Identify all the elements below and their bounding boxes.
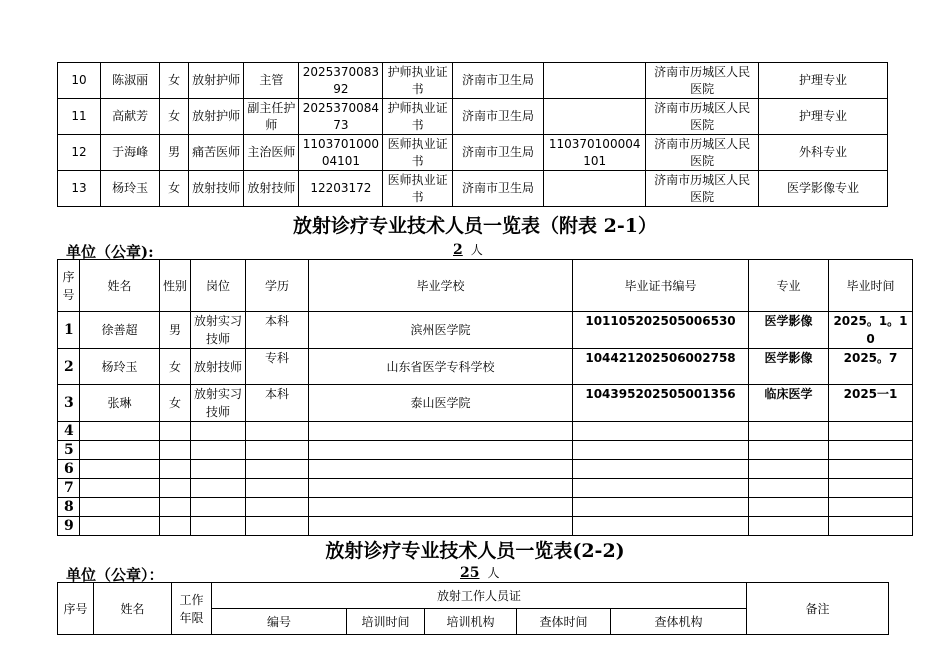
section-2-2-count: [452, 564, 500, 581]
cell-no: 8: [58, 498, 80, 517]
cell-empty: [160, 517, 191, 536]
cell-sex: 女: [160, 63, 189, 99]
cell-empty: [829, 517, 913, 536]
table-row: [58, 441, 913, 460]
cell-license: [544, 63, 646, 99]
section-2-1-count: [445, 241, 483, 258]
staff-table-2-1-body: [58, 312, 913, 536]
cell-empty: [749, 517, 829, 536]
cell-code: 12203172: [299, 171, 383, 207]
cell-empty: [160, 498, 191, 517]
cell-empty: [246, 498, 309, 517]
section-2-2-count-value: 25: [460, 565, 480, 581]
cell-sex: 男: [160, 312, 191, 349]
cell-name: 张琳: [80, 385, 160, 422]
cell-post: 放射实习技师: [191, 312, 246, 349]
header-years: 工作年限: [172, 583, 212, 635]
table-row: [58, 312, 913, 349]
cell-name: 杨玲玉: [80, 349, 160, 385]
cell-empty: [749, 422, 829, 441]
cell-empty: [191, 460, 246, 479]
cell-empty: [309, 479, 573, 498]
cell-education: 本科: [246, 385, 309, 422]
cell-major: 护理专业: [758, 99, 887, 135]
cell-name: 陈淑丽: [100, 63, 159, 99]
cell-sex: 女: [160, 349, 191, 385]
cell-no: 11: [58, 99, 101, 135]
cell-no: 7: [58, 479, 80, 498]
cell-no: 5: [58, 441, 80, 460]
cell-empty: [191, 422, 246, 441]
cell-major: 医学影像专业: [758, 171, 887, 207]
cell-empty: [246, 422, 309, 441]
cell-empty: [80, 479, 160, 498]
cell-major: 医学影像: [749, 312, 829, 349]
table-row: [58, 498, 913, 517]
cell-education: 本科: [246, 312, 309, 349]
cell-empty: [829, 422, 913, 441]
cell-grad-date: 2025。7: [829, 349, 913, 385]
cell-empty: [80, 422, 160, 441]
cell-major: 护理专业: [758, 63, 887, 99]
cell-empty: [80, 517, 160, 536]
cell-major: 临床医学: [749, 385, 829, 422]
header-major: 专业: [749, 260, 829, 312]
cell-name: 高献芳: [100, 99, 159, 135]
cell-empty: [573, 422, 749, 441]
cell-post: 放射护师: [188, 99, 243, 135]
header-no: 序号: [58, 583, 94, 635]
cell-empty: [309, 517, 573, 536]
table-row: [58, 460, 913, 479]
staff-table-top: [57, 62, 888, 207]
cell-empty: [573, 517, 749, 536]
cell-empty: [191, 479, 246, 498]
cell-empty: [749, 460, 829, 479]
cell-cert: 护师执业证书: [383, 99, 453, 135]
cell-empty: [573, 498, 749, 517]
cell-unit: 济南市历城区人民医院: [646, 135, 759, 171]
cell-unit: 济南市历城区人民医院: [646, 171, 759, 207]
staff-table-2-1: [57, 259, 913, 536]
cell-no: 6: [58, 460, 80, 479]
cell-empty: [573, 479, 749, 498]
cell-issuer: 济南市卫生局: [452, 63, 543, 99]
staff-table-2-2: [57, 582, 889, 635]
cell-name: 徐善超: [80, 312, 160, 349]
cell-no: 13: [58, 171, 101, 207]
header-grad-date: 毕业时间: [829, 260, 913, 312]
cell-empty: [749, 498, 829, 517]
cell-sex: 女: [160, 385, 191, 422]
cell-post: 放射技师: [188, 171, 243, 207]
cell-no: 3: [58, 385, 80, 422]
cell-no: 2: [58, 349, 80, 385]
cell-empty: [160, 460, 191, 479]
section-2-1-count-unit: 人: [470, 243, 483, 257]
table-row: [58, 479, 913, 498]
cell-code: 202537008473: [299, 99, 383, 135]
staff-table-2-1-header: [58, 260, 913, 312]
cell-empty: [246, 460, 309, 479]
cell-empty: [246, 479, 309, 498]
header-train-org: 培训机构: [425, 609, 517, 635]
cell-cert-no: 104395202505001356: [573, 385, 749, 422]
header-radiation-cert: 放射工作人员证: [212, 583, 747, 609]
cell-empty: [309, 422, 573, 441]
cell-empty: [573, 460, 749, 479]
header-no: 序号: [58, 260, 80, 312]
cell-post: 放射护师: [188, 63, 243, 99]
cell-unit: 济南市历城区人民医院: [646, 99, 759, 135]
section-2-1-title: 放射诊疗专业技术人员一览表（附表 2-1）: [293, 215, 657, 237]
cell-empty: [80, 460, 160, 479]
cell-empty: [160, 479, 191, 498]
cell-empty: [80, 498, 160, 517]
cell-cert: 护师执业证书: [383, 63, 453, 99]
header-name: 姓名: [80, 260, 160, 312]
cell-empty: [191, 517, 246, 536]
header-school: 毕业学校: [309, 260, 573, 312]
cell-cert-no: 104421202506002758: [573, 349, 749, 385]
cell-sex: 女: [160, 171, 189, 207]
staff-table-2-2-header: [58, 583, 889, 635]
header-code: 编号: [212, 609, 347, 635]
cell-title: 主治医师: [244, 135, 299, 171]
cell-school: 泰山医学院: [309, 385, 573, 422]
cell-empty: [191, 498, 246, 517]
cell-empty: [573, 441, 749, 460]
cell-post: 放射实习技师: [191, 385, 246, 422]
cell-post: 痛苦医师: [188, 135, 243, 171]
table-header-row: [58, 260, 913, 312]
cell-major: 外科专业: [758, 135, 887, 171]
table-row: [58, 422, 913, 441]
section-2-2-count-unit: 人: [487, 566, 500, 580]
cell-license: 110370100004101: [544, 135, 646, 171]
cell-empty: [829, 498, 913, 517]
cell-no: 1: [58, 312, 80, 349]
header-cert-no: 毕业证书编号: [573, 260, 749, 312]
cell-issuer: 济南市卫生局: [452, 99, 543, 135]
table-row: [58, 135, 888, 171]
section-2-1-unit-label: 单位（公章):: [66, 243, 154, 261]
cell-sex: 男: [160, 135, 189, 171]
cell-cert: 医师执业证书: [383, 171, 453, 207]
cell-post: 放射技师: [191, 349, 246, 385]
cell-education: 专科: [246, 349, 309, 385]
cell-empty: [309, 441, 573, 460]
header-education: 学历: [246, 260, 309, 312]
cell-issuer: 济南市卫生局: [452, 171, 543, 207]
cell-empty: [246, 441, 309, 460]
cell-empty: [309, 460, 573, 479]
cell-name: 于海峰: [100, 135, 159, 171]
cell-name: 杨玲玉: [100, 171, 159, 207]
cell-title: 主管: [244, 63, 299, 99]
header-name: 姓名: [94, 583, 172, 635]
table-header-row: [58, 583, 889, 609]
cell-empty: [160, 441, 191, 460]
header-sex: 性别: [160, 260, 191, 312]
table-row: [58, 99, 888, 135]
cell-no: 9: [58, 517, 80, 536]
cell-code: 202537008392: [299, 63, 383, 99]
cell-no: 4: [58, 422, 80, 441]
cell-major: 医学影像: [749, 349, 829, 385]
cell-empty: [309, 498, 573, 517]
table-row: [58, 385, 913, 422]
header-remark: 备注: [747, 583, 889, 635]
cell-empty: [749, 441, 829, 460]
cell-title: 副主任护师: [244, 99, 299, 135]
cell-empty: [80, 441, 160, 460]
cell-empty: [829, 441, 913, 460]
cell-grad-date: 2025。1。10: [829, 312, 913, 349]
cell-license: [544, 99, 646, 135]
cell-empty: [829, 479, 913, 498]
cell-no: 10: [58, 63, 101, 99]
section-2-2-unit-label: 单位（公章）：: [66, 566, 164, 584]
table-row: [58, 349, 913, 385]
cell-no: 12: [58, 135, 101, 171]
cell-empty: [160, 422, 191, 441]
cell-cert: 医师执业证书: [383, 135, 453, 171]
staff-table-top-body: [58, 63, 888, 207]
header-exam-org: 查体机构: [611, 609, 747, 635]
cell-title: 放射技师: [244, 171, 299, 207]
cell-grad-date: 2025一1: [829, 385, 913, 422]
cell-school: 滨州医学院: [309, 312, 573, 349]
header-post: 岗位: [191, 260, 246, 312]
cell-empty: [829, 460, 913, 479]
section-2-1-count-value: 2: [453, 242, 463, 258]
cell-sex: 女: [160, 99, 189, 135]
table-row: [58, 171, 888, 207]
section-2-2-title: 放射诊疗专业技术人员一览表(2-2): [325, 540, 625, 562]
cell-empty: [191, 441, 246, 460]
cell-license: [544, 171, 646, 207]
cell-school: 山东省医学专科学校: [309, 349, 573, 385]
cell-empty: [749, 479, 829, 498]
cell-cert-no: 101105202505006530: [573, 312, 749, 349]
table-row: [58, 517, 913, 536]
cell-unit: 济南市历城区人民医院: [646, 63, 759, 99]
cell-empty: [246, 517, 309, 536]
header-train-time: 培训时间: [347, 609, 425, 635]
cell-issuer: 济南市卫生局: [452, 135, 543, 171]
table-row: [58, 63, 888, 99]
cell-code: 110370100004101: [299, 135, 383, 171]
header-exam-time: 查体时间: [517, 609, 611, 635]
